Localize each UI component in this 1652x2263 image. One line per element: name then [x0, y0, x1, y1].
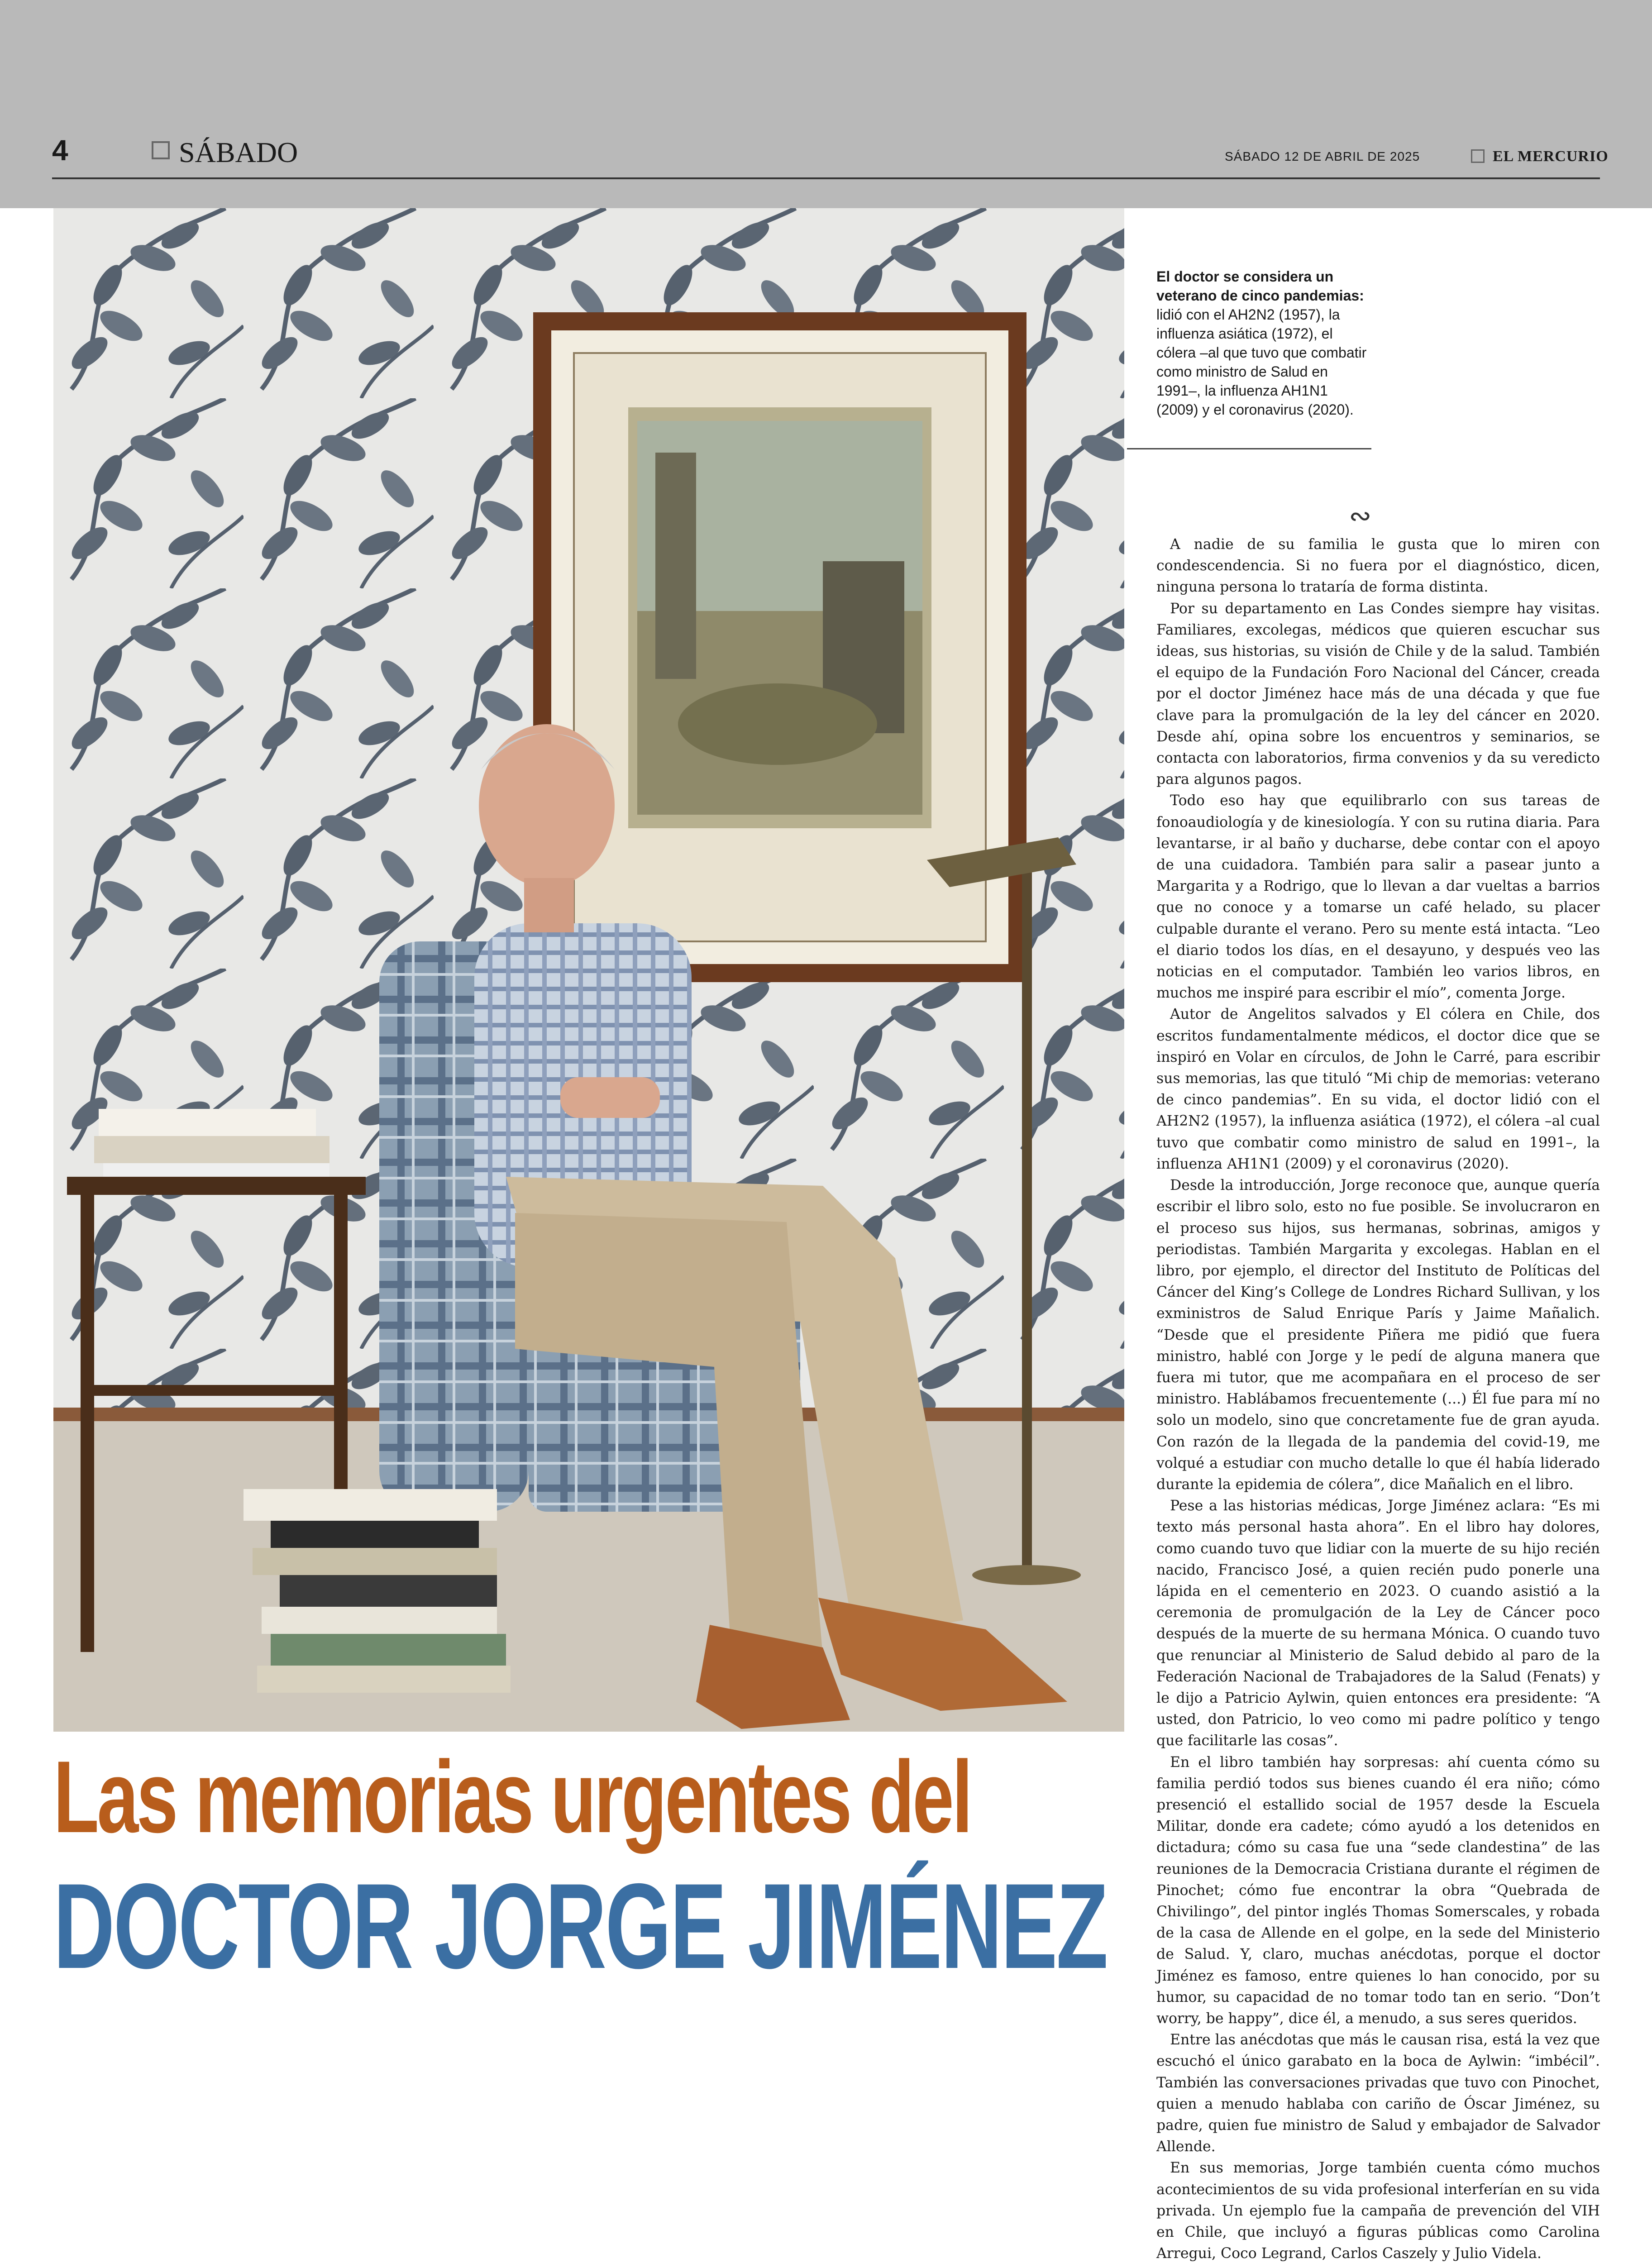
page-number: 4 [52, 134, 68, 167]
col3-para: En sus memorias, Jorge también cuenta cómo muchos acontecimientos de su vida profesional interferían en su vida privada. Un ejemplo fue la campaña de prevención del VIH en Chile, que incluyó a figuras públicas como Carolina Arregui, Coco Legrand, Carlos Caszely y Julio Videla. [1156, 2160, 1600, 2262]
column-3 [1156, 534, 1600, 2263]
col3-para: Por su departamento en Las Condes siempre hay visitas. Familiares, excolegas, médicos que quieren escuchar sus ideas, sus historias, su visión de Chile y de la salud. También el equipo de la Fundación Foro Nacional del Cáncer, creada por el doctor Jiménez hace más de una década y que fue clave para la promulgación de la ley del cáncer en 2020. Desde ahí, opina sobre los encuentros y seminarios, se contacta con laboratorios, firma convenios y da su veredicto para algunos pagos. [1156, 600, 1600, 788]
section-mark-icon [152, 141, 170, 159]
newspaper-name: EL MERCURIO [1493, 148, 1609, 165]
photo-caption [1156, 267, 1369, 419]
col3-para: Entre las anécdotas que más le causan risa, está la vez que escuchó el único garabato en la boca de Aylwin: “imbécil”. También las conversaciones privadas que tuvo con Pinochet, quien a menudo hablaba con cariño de Óscar Jiménez, su padre, quien fue ministro de Salud y embajador de Salvador Allende. [1156, 2032, 1600, 2155]
portrait-photo [53, 208, 1124, 1732]
col3-para: Desde la introducción, Jorge reconoce que, aunque quería escribir el libro solo, esto no fue posible. Se involucraron en el proceso sus hijos, sus hermanas, sobrinas, amigos y periodistas. También Margarita y excolegas. Hablan en el libro, por ejemplo, el director del Instituto de Políticas del Cáncer del King’s College de Londres Richard Sullivan, y los exministros de Salud Enrique París y Jaime Mañalich. “Desde que el presidente Piñera me pidió que fuera ministro, hablé con Jorge y le pedí de alguna manera que fuera mi tutor, que me acompañara en el proceso de ser ministro. Hablábamos frecuentemente (...) Él fue para mí no solo un modelo, sino que concretamente fue de gran ayuda. Con razón de la llegada de la pandemia del covid-19, me volqué a estudiar con mucho detalle lo que él había liderado durante la epidemia de cólera”, dice Mañalich en el libro. [1156, 1177, 1600, 1493]
photo-illustration [53, 208, 1124, 1732]
col3-para: Autor de Angelitos salvados y El cólera en Chile, dos escritos fundamentalmente médicos, el doctor dice que se inspiró en Volar en círculos, de John le Carré, para escribir sus memorias, las que tituló “Mi chip de memorias: veterano de cinco pandemias”. En su vida, el doctor lidió con el AH2N2 (1957), la influenza asiática (1972), el cólera –al cual tuvo que combatir como ministro de salud en 1991–, la influenza AH1N1 (2009) y el coronavirus (2020). [1156, 1006, 1600, 1172]
paper-mark-icon [1471, 149, 1485, 163]
col3-para: Todo eso hay que equilibrarlo con sus tareas de fonoaudiología y de kinesiología. Y con su rutina diaria. Para levantarse, ir al baño y ducharse, debe contar con el apoyo de una cuidadora. También para salir a pasear junto a Margarita y a Rodrigo, que lo llevan a dar vueltas a barrios que no conoce y a tomarse un café helado, su placer culpable durante el verano. Pero su mente está intacta. “Leo el diario todos los días, en el desayuno, y después veo las noticias en el computador. También leo varios libros, en muchos me inspiré para escribir el mío”, comenta Jorge. [1156, 793, 1600, 1002]
col3-para: En el libro también hay sorpresas: ahí cuenta cómo su familia perdió todos sus bienes cuando él era niño; cómo presenció el estallido social de 1957 desde la Escuela Militar, donde era cadete; cómo ayudó a los detenidos en dictadura; cómo su casa fue una “sede clandestina” de las reuniones de la Democracia Cristiana durante el régimen de Pinochet; cómo fue encontrar la obra “Quebrada de Chivilingo”, del pintor inglés Thomas Somerscales, y robada de la casa de Allende en el golpe, en la sede del Ministerio de Salud. Y, claro, muchas anécdotas, porque el doctor Jiménez es famoso, entre quienes lo han conocido, por su humor, su capacidad de no tomar todo tan en serio. “Don’t worry, be happy”, dice él, a menudo, a sus seres queridos. [1156, 1754, 1600, 2027]
headline-line-2: DOCTOR JORGE JIMÉNEZ [53, 1858, 1107, 1994]
caption-rule [1127, 448, 1371, 449]
caption-bold: El doctor se considera un veterano de cinco pandemias: [1156, 268, 1364, 304]
col3-para: Pese a las historias médicas, Jorge Jiménez aclara: “Es mi texto más personal hasta ahora”. En el libro hay dolores, como cuando tuvo que lidiar con la muerte de su hijo recién nacido, Francisco José, a quien recién pudo ponerle una lápida en el cementerio en 2023. O cuando asistió a la ceremonia de promulgación de la Ley de Cáncer poco después de la muerte de su hermana Mónica. O cuando tuvo que renunciar al Ministerio de Salud debido al paro de la Federación Nacional de Trabajadores de la Salud (Fenats) y le dijo a Patricio Aylwin, quien entonces era presidente: “A usted, don Patricio, lo veo como mi padre político y tengo que facilitarle las cosas”. [1156, 1498, 1600, 1749]
headline-line-1: Las memorias urgentes del [53, 1739, 971, 1854]
ornament-top: ∾ [1349, 500, 1372, 532]
caption-text: lidió con el AH2N2 (1957), la influenza asiática (1972), el cólera –al que tuvo que combatir como ministro de Salud en 1991–, la influenza AH1N1 (2009) y el coronavirus (2020). [1156, 306, 1367, 418]
section-title: SÁBADO [179, 136, 298, 168]
header-rule [52, 177, 1600, 179]
article-page [0, 208, 1652, 2263]
issue-date: SÁBADO 12 DE ABRIL DE 2025 [1225, 149, 1420, 163]
page-header [0, 0, 1652, 208]
col3-para: A nadie de su familia le gusta que lo miren con condescendencia. Si no fuera por el diagnóstico, dicen, ninguna persona lo trataría de forma distinta. [1156, 536, 1600, 596]
